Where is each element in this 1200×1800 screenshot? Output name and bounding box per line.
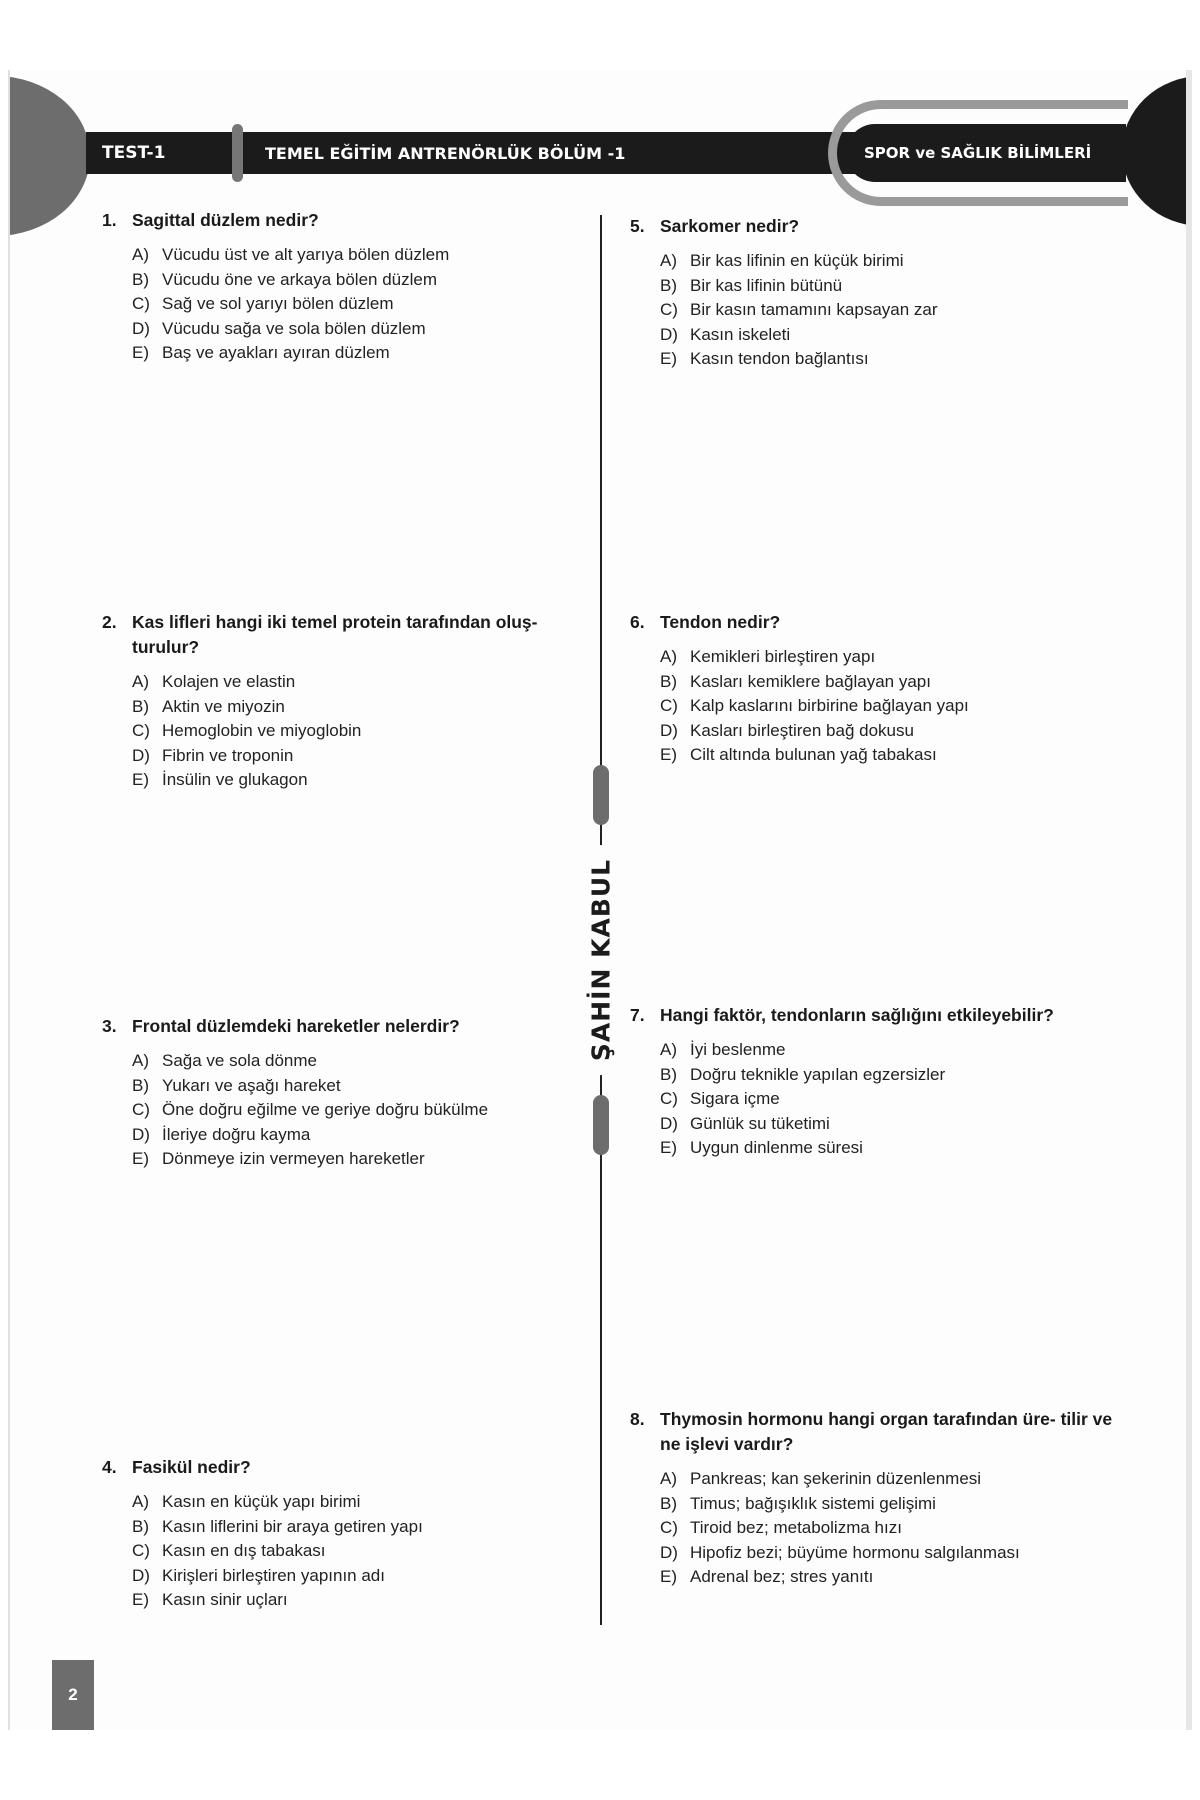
question-text: Frontal düzlemdeki hareketler nelerdir? [132,1016,460,1036]
question-number: 2. [102,612,117,632]
option-d[interactable]: D) Kasları birleştiren bağ dokusu [660,720,914,740]
option-c[interactable]: C) Hemoglobin ve miyoglobin [132,721,362,740]
options-list [132,1049,602,1172]
exam-page [8,70,1192,1730]
option-d[interactable]: D) Fibrin ve troponin [132,745,294,765]
question-6 [630,610,1130,768]
question-text: Sarkomer nedir? [660,216,800,236]
page-number: 2 [52,1660,94,1730]
option-b[interactable]: B) Yukarı ve aşağı hareket [132,1075,341,1095]
option-e[interactable]: E) Kasın sinir uçları [132,1590,288,1609]
option-c[interactable]: C) Öne doğru eğilme ve geriye doğru bükülme [132,1100,489,1119]
question-7 [630,1003,1150,1161]
question-number: 1. [102,210,117,230]
question-text: Thymosin hormonu hangi organ tarafından üre- tilir ve ne işlevi vardır? [660,1409,1113,1454]
option-c[interactable]: C) Tiroid bez; metabolizma hızı [660,1518,902,1537]
option-b[interactable]: B) Timus; bağışıklık sistemi gelişimi [660,1493,936,1513]
option-c[interactable]: C) Sigara içme [660,1089,780,1108]
option-d[interactable]: D) Kirişleri birleştiren yapının adı [132,1565,385,1585]
question-text: Tendon nedir? [660,612,781,632]
option-a[interactable]: A) Pankreas; kan şekerinin düzenlenmesi [660,1469,982,1488]
question-number: 4. [102,1457,117,1477]
option-b[interactable]: B) Kasları kemiklere bağlayan yapı [660,671,931,691]
department-badge [846,124,1126,182]
question-4 [102,1455,602,1613]
option-b[interactable]: B) Doğru teknikle yapılan egzersizler [660,1064,946,1084]
option-c[interactable]: C) Sağ ve sol yarıyı bölen düzlem [132,294,394,313]
question-2 [102,610,587,793]
question-number: 5. [630,216,645,236]
option-a[interactable]: A) Kasın en küçük yapı birimi [132,1492,361,1511]
question-number: 8. [630,1409,645,1429]
question-5 [630,214,1130,372]
option-a[interactable]: A) Sağa ve sola dönme [132,1051,317,1070]
option-d[interactable]: D) Hipofiz bezi; büyüme hormonu salgılanması [660,1542,1020,1562]
question-text: Kas lifleri hangi iki temel protein tarafından oluş- turulur? [132,612,538,657]
question-text: Sagittal düzlem nedir? [132,210,319,230]
option-e[interactable]: E) Kasın tendon bağlantısı [660,349,869,368]
test-label: TEST-1 [102,143,166,163]
option-c[interactable]: C) Kasın en dış tabakası [132,1541,326,1560]
option-e[interactable]: E) Adrenal bez; stres yanıtı [660,1567,874,1586]
author-name: ŞAHİN KABUL [587,845,616,1075]
option-b[interactable]: B) Aktin ve miyozin [132,696,285,716]
question-number: 6. [630,612,645,632]
option-a[interactable]: A) Kolajen ve elastin [132,672,296,691]
divider-cap-top [593,765,609,825]
header-separator [232,124,243,182]
options-list [660,249,1130,372]
question-number: 3. [102,1016,117,1036]
header-right-decoration [1122,76,1192,226]
option-c[interactable]: C) Kalp kaslarını birbirine bağlayan yapı [660,696,969,715]
options-list [660,1038,1150,1161]
option-a[interactable]: A) Bir kas lifinin en küçük birimi [660,251,904,270]
option-e[interactable]: E) Cilt altında bulunan yağ tabakası [660,745,937,764]
option-d[interactable]: D) Günlük su tüketimi [660,1113,830,1133]
question-8 [630,1407,1115,1590]
option-e[interactable]: E) Dönmeye izin vermeyen hareketler [132,1149,425,1168]
question-text: Fasikül nedir? [132,1457,251,1477]
option-b[interactable]: B) Kasın liflerini bir araya getiren yapı [132,1516,423,1536]
department-label: SPOR ve SAĞLIK BİLİMLERİ [864,144,1092,162]
option-e[interactable]: E) İnsülin ve glukagon [132,770,308,789]
option-d[interactable]: D) Vücudu sağa ve sola bölen düzlem [132,318,426,338]
option-d[interactable]: D) Kasın iskeleti [660,324,791,344]
options-list [660,1467,1115,1590]
option-d[interactable]: D) İleriye doğru kayma [132,1124,311,1144]
option-a[interactable]: A) Kemikleri birleştiren yapı [660,647,876,666]
question-number: 7. [630,1005,645,1025]
question-1 [102,208,602,366]
section-title: TEMEL EĞİTİM ANTRENÖRLÜK BÖLÜM -1 [265,143,626,163]
option-a[interactable]: A) Vücudu üst ve alt yarıya bölen düzlem [132,245,450,264]
options-list [660,645,1130,768]
question-3 [102,1014,602,1172]
option-a[interactable]: A) İyi beslenme [660,1040,786,1059]
options-list [132,670,587,793]
options-list [132,243,602,366]
option-b[interactable]: B) Bir kas lifinin bütünü [660,275,843,295]
option-c[interactable]: C) Bir kasın tamamını kapsayan zar [660,300,938,319]
question-text: Hangi faktör, tendonların sağlığını etkileyebilir? [660,1005,1054,1025]
option-b[interactable]: B) Vücudu öne ve arkaya bölen düzlem [132,269,438,289]
options-list [132,1490,602,1613]
option-e[interactable]: E) Uygun dinlenme süresi [660,1138,863,1157]
option-e[interactable]: E) Baş ve ayakları ayıran düzlem [132,343,390,362]
header-left-decoration [8,76,90,236]
